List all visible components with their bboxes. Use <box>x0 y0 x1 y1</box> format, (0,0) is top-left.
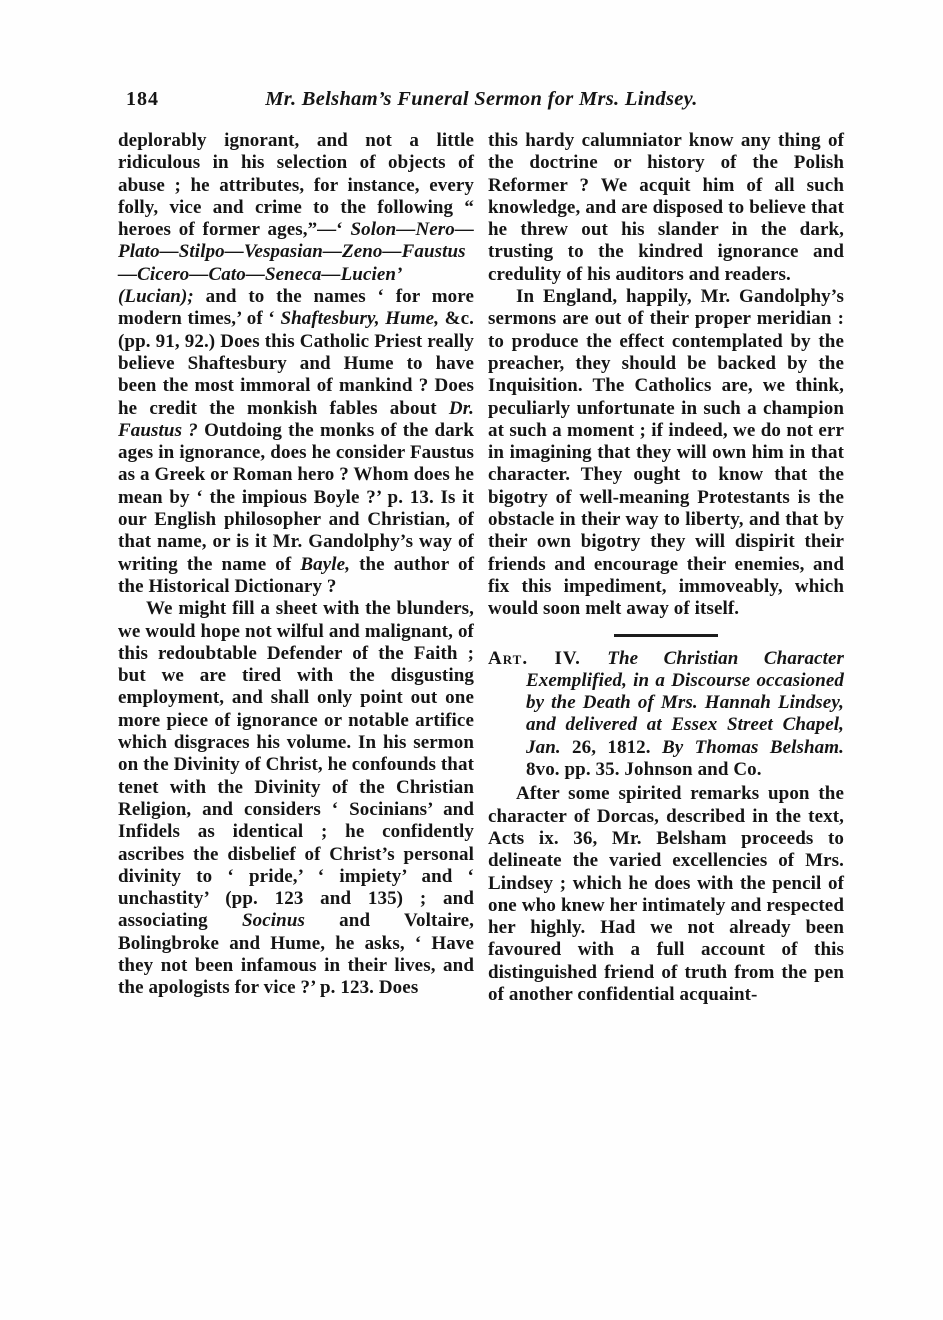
paragraph: deplorably ignorant, and not a little ridiculous in his selection of objects of abuse ; he attributes, for instance, every folly, vice and crime to the following “ heroes of former ages,”—‘ Solon—Nero—Plato—Stilpo—Vespasian—Zeno—Faustus—Cicero—Cato—Seneca—Lucien’ (Lucian); and to the names ‘ for more modern times,’ of ‘ Shaftesbury, Hume, &c. (pp. 91, 92.) Does this Catholic Priest really believe Shaftesbury and Hume to have been the most immoral of mankind ? Does he credit the monkish fables about Dr. Faustus ? Outdoing the monks of the dark ages in ignorance, does he consider Faustus as a Greek or Roman hero ? Whom does he mean by ‘ the impious Boyle ?’ p. 13. Is it our English philosopher and Christian, of that name, or is it Mr. Gandolphy’s way of writing the name of Bayle, the author of the Historical Dictionary ? <box>118 130 474 597</box>
paragraph: We might fill a sheet with the blunders, we would hope not wilful and malignant, of this redoubtable Defender of the Faith ; but we are tired with the disgusting employment, and shall only point out one more piece of ignorance or notable artifice which disgraces his volume. In his sermon on the Divinity of Christ, he confounds that tenet with the Divinity of the Christian Religion, and considers ‘ Socinians’ and Infidels as identical ; he confidently ascribes the disbelief of Christ’s personal divinity to ‘ pride,’ ‘ impiety’ and ‘ unchastity’ (pp. 123 and 135) ; and associating Socinus and Voltaire, Bolingbroke and Hume, he asks, ‘ Have they not been infamous in their lives, and the apologists for vice ?’ p. 123. Does <box>118 598 474 999</box>
article-heading: Art. IV. The Christian Character Exemplified, in a Discourse occasioned by the Death of Mrs. Hannah Lindsey, and delivered at Essex Street Chapel, Jan. 26, 1812. By Thomas Belsham. 8vo. pp. 35. Johnson and Co. <box>488 647 844 781</box>
paragraph: After some spirited remarks upon the character of Dorcas, described in the text, Acts ix. 36, Mr. Belsham proceeds to delineate the varied excellencies of Mrs. Lindsey ; which he does with the pencil of one who knew her intimately and respected her highly. Had we not already been favoured with a full account of this distinguished friend of truth from the pen of another confidential acquaint- <box>488 783 844 1005</box>
text-columns <box>118 130 845 1006</box>
page-header <box>118 88 845 116</box>
section-divider <box>614 634 718 637</box>
left-column <box>118 130 474 1006</box>
page-number: 184 <box>126 88 159 110</box>
right-column <box>488 130 844 1006</box>
paragraph: In England, happily, Mr. Gandolphy’s sermons are out of their proper meridian : to produce the effect contemplated by the preacher, they should be backed by the Inquisition. The Catholics are, we think, peculiarly unfortunate in such a champion at such a moment ; if indeed, we do not err in imagining that they will own him in that character. They ought to know that the bigotry of well-meaning Protestants is the obstacle in their way to liberty, and that by their own bigotry they will dispirit their friends and encourage their enemies, and fix this impediment, immoveably, which would soon melt away of itself. <box>488 286 844 620</box>
running-title: Mr. Belsham’s Funeral Sermon for Mrs. Lindsey. <box>265 88 698 110</box>
paragraph: this hardy calumniator know any thing of the doctrine or history of the Polish Reformer ? We acquit him of all such knowledge, and are disposed to believe that he threw out his slander in the dark, trusting to the kindred ignorance and credulity of his auditors and readers. <box>488 130 844 285</box>
